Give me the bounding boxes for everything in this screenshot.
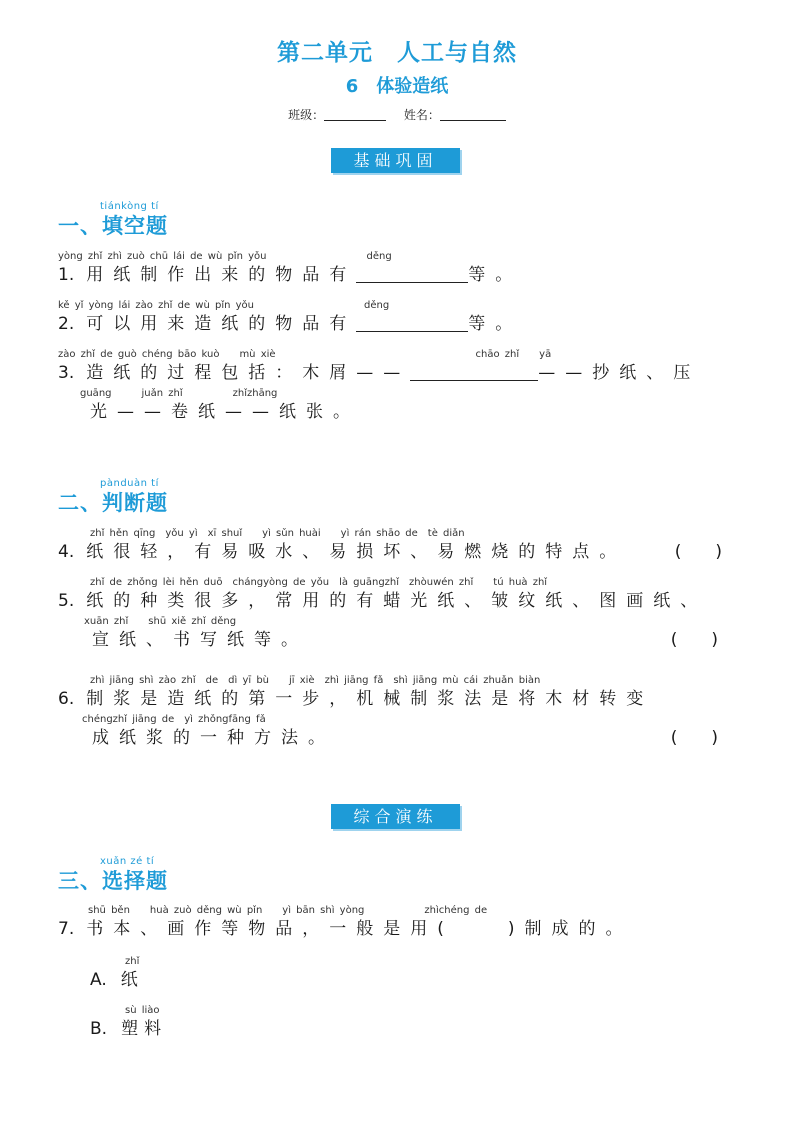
question-text: 制浆是造纸的第一步，机械制浆法是将木材转变 xyxy=(86,689,654,709)
section-heading: 二、判断题 xyxy=(58,491,168,515)
pinyin-row: yòng zhǐ zhì zuò chū lái de wù pǐn yǒu děng xyxy=(58,251,392,262)
option-label: A. xyxy=(90,970,107,990)
question-number: 6. xyxy=(58,689,75,709)
option-pinyin: sù liào xyxy=(125,1005,160,1016)
answer-blank[interactable] xyxy=(356,313,468,332)
question-text: 纸的种类很多，常用的有蜡光纸、皱纹纸、图画纸、 xyxy=(86,591,708,611)
section-pinyin: pànduàn tí xyxy=(100,478,159,489)
banner-basic: 基础巩固 xyxy=(331,148,460,173)
pinyin-row: zhì jiāng shì zào zhǐ de dì yī bù jī xiè zhì jiāng fǎ shì jiāng mù cái zhuǎn biàn xyxy=(90,675,541,686)
question-6 xyxy=(58,674,748,750)
question-number: 2. xyxy=(58,314,75,334)
pinyin-row: shū běn huà zuò děng wù pǐn yì bān shì yòng zhìchéng de xyxy=(88,905,488,916)
section-heading: 三、选择题 xyxy=(58,869,168,893)
lesson-title: 6 体验造纸 xyxy=(345,76,449,97)
section-heading: 一、填空题 xyxy=(58,214,168,238)
question-text: 纸很轻，有易吸水、易损坏、易燃烧的特点。 xyxy=(86,542,627,562)
pinyin-row: chéngzhǐ jiāng de yì zhǒngfāng fǎ xyxy=(82,714,266,725)
answer-parentheses[interactable]: ( ) xyxy=(670,728,718,748)
question-number: 5. xyxy=(58,591,75,611)
question-number: 4. xyxy=(58,542,75,562)
banner-comprehensive: 综合演练 xyxy=(331,804,460,829)
option-text: 塑料 xyxy=(121,1019,168,1039)
pinyin-row: kě yǐ yòng lái zào zhǐ de wù pǐn yǒu děng xyxy=(58,300,390,311)
option-label: B. xyxy=(90,1019,108,1039)
question-7 xyxy=(58,904,748,941)
question-text: 造纸的过程包括：木屑—— xyxy=(86,363,411,383)
question-number: 3. xyxy=(58,363,75,383)
option-a[interactable] xyxy=(90,955,780,992)
question-text: 成纸浆的一种方法。 xyxy=(92,728,335,748)
question-text: 等。 xyxy=(468,314,523,334)
question-text: 用纸制作出来的物品有 xyxy=(86,265,357,285)
question-number: 1. xyxy=(58,265,75,285)
question-text: ——抄纸、压 xyxy=(538,363,701,383)
section-fill-blank xyxy=(58,200,168,239)
pinyin-row: zhǐ hěn qīng yǒu yì xī shuǐ yì sǔn huài yì rán shāo de tè diǎn xyxy=(90,528,465,539)
name-field[interactable] xyxy=(440,109,506,121)
question-4 xyxy=(58,527,748,564)
question-3 xyxy=(58,348,748,424)
section-pinyin: xuǎn zé tí xyxy=(100,856,155,867)
answer-blank[interactable] xyxy=(356,264,468,283)
question-text: 书本、画作等物品，一般是用( )制成的。 xyxy=(86,919,633,939)
question-2 xyxy=(58,299,748,336)
option-b[interactable] xyxy=(90,1004,780,1041)
pinyin-row: zhǐ de zhǒng lèi hěn duō chángyòng de yǒu là guāngzhǐ zhòuwén zhǐ tú huà zhǐ xyxy=(90,577,548,588)
pinyin-row: xuān zhǐ shū xiě zhǐ děng xyxy=(84,616,237,627)
question-text: 光——卷纸——纸张。 xyxy=(90,402,360,422)
name-label: 姓名： xyxy=(403,108,440,122)
student-info xyxy=(0,106,794,123)
answer-parentheses[interactable]: ( ) xyxy=(670,630,718,650)
unit-title: 第二单元 人工与自然 xyxy=(277,40,517,66)
section-multiple-choice xyxy=(58,855,168,894)
answer-blank[interactable] xyxy=(410,362,538,381)
class-label: 班级： xyxy=(288,108,325,122)
question-1 xyxy=(58,250,748,287)
class-field[interactable] xyxy=(324,109,386,121)
answer-parentheses[interactable]: ( ) xyxy=(674,542,722,562)
section-pinyin: tiánkòng tí xyxy=(100,201,159,212)
question-number: 7. xyxy=(58,919,75,939)
section-true-false xyxy=(58,477,168,516)
pinyin-row: zào zhǐ de guò chéng bāo kuò mù xiè chāo zhǐ yā xyxy=(58,349,552,360)
option-text: 纸 xyxy=(120,970,144,990)
question-text: 宣纸、书写纸等。 xyxy=(92,630,308,650)
option-pinyin: zhǐ xyxy=(125,956,140,967)
question-text: 等。 xyxy=(468,265,523,285)
question-5 xyxy=(58,576,748,652)
question-text: 可以用来造纸的物品有 xyxy=(86,314,357,334)
pinyin-row: guāng juǎn zhǐ zhǐzhāng xyxy=(80,388,278,399)
